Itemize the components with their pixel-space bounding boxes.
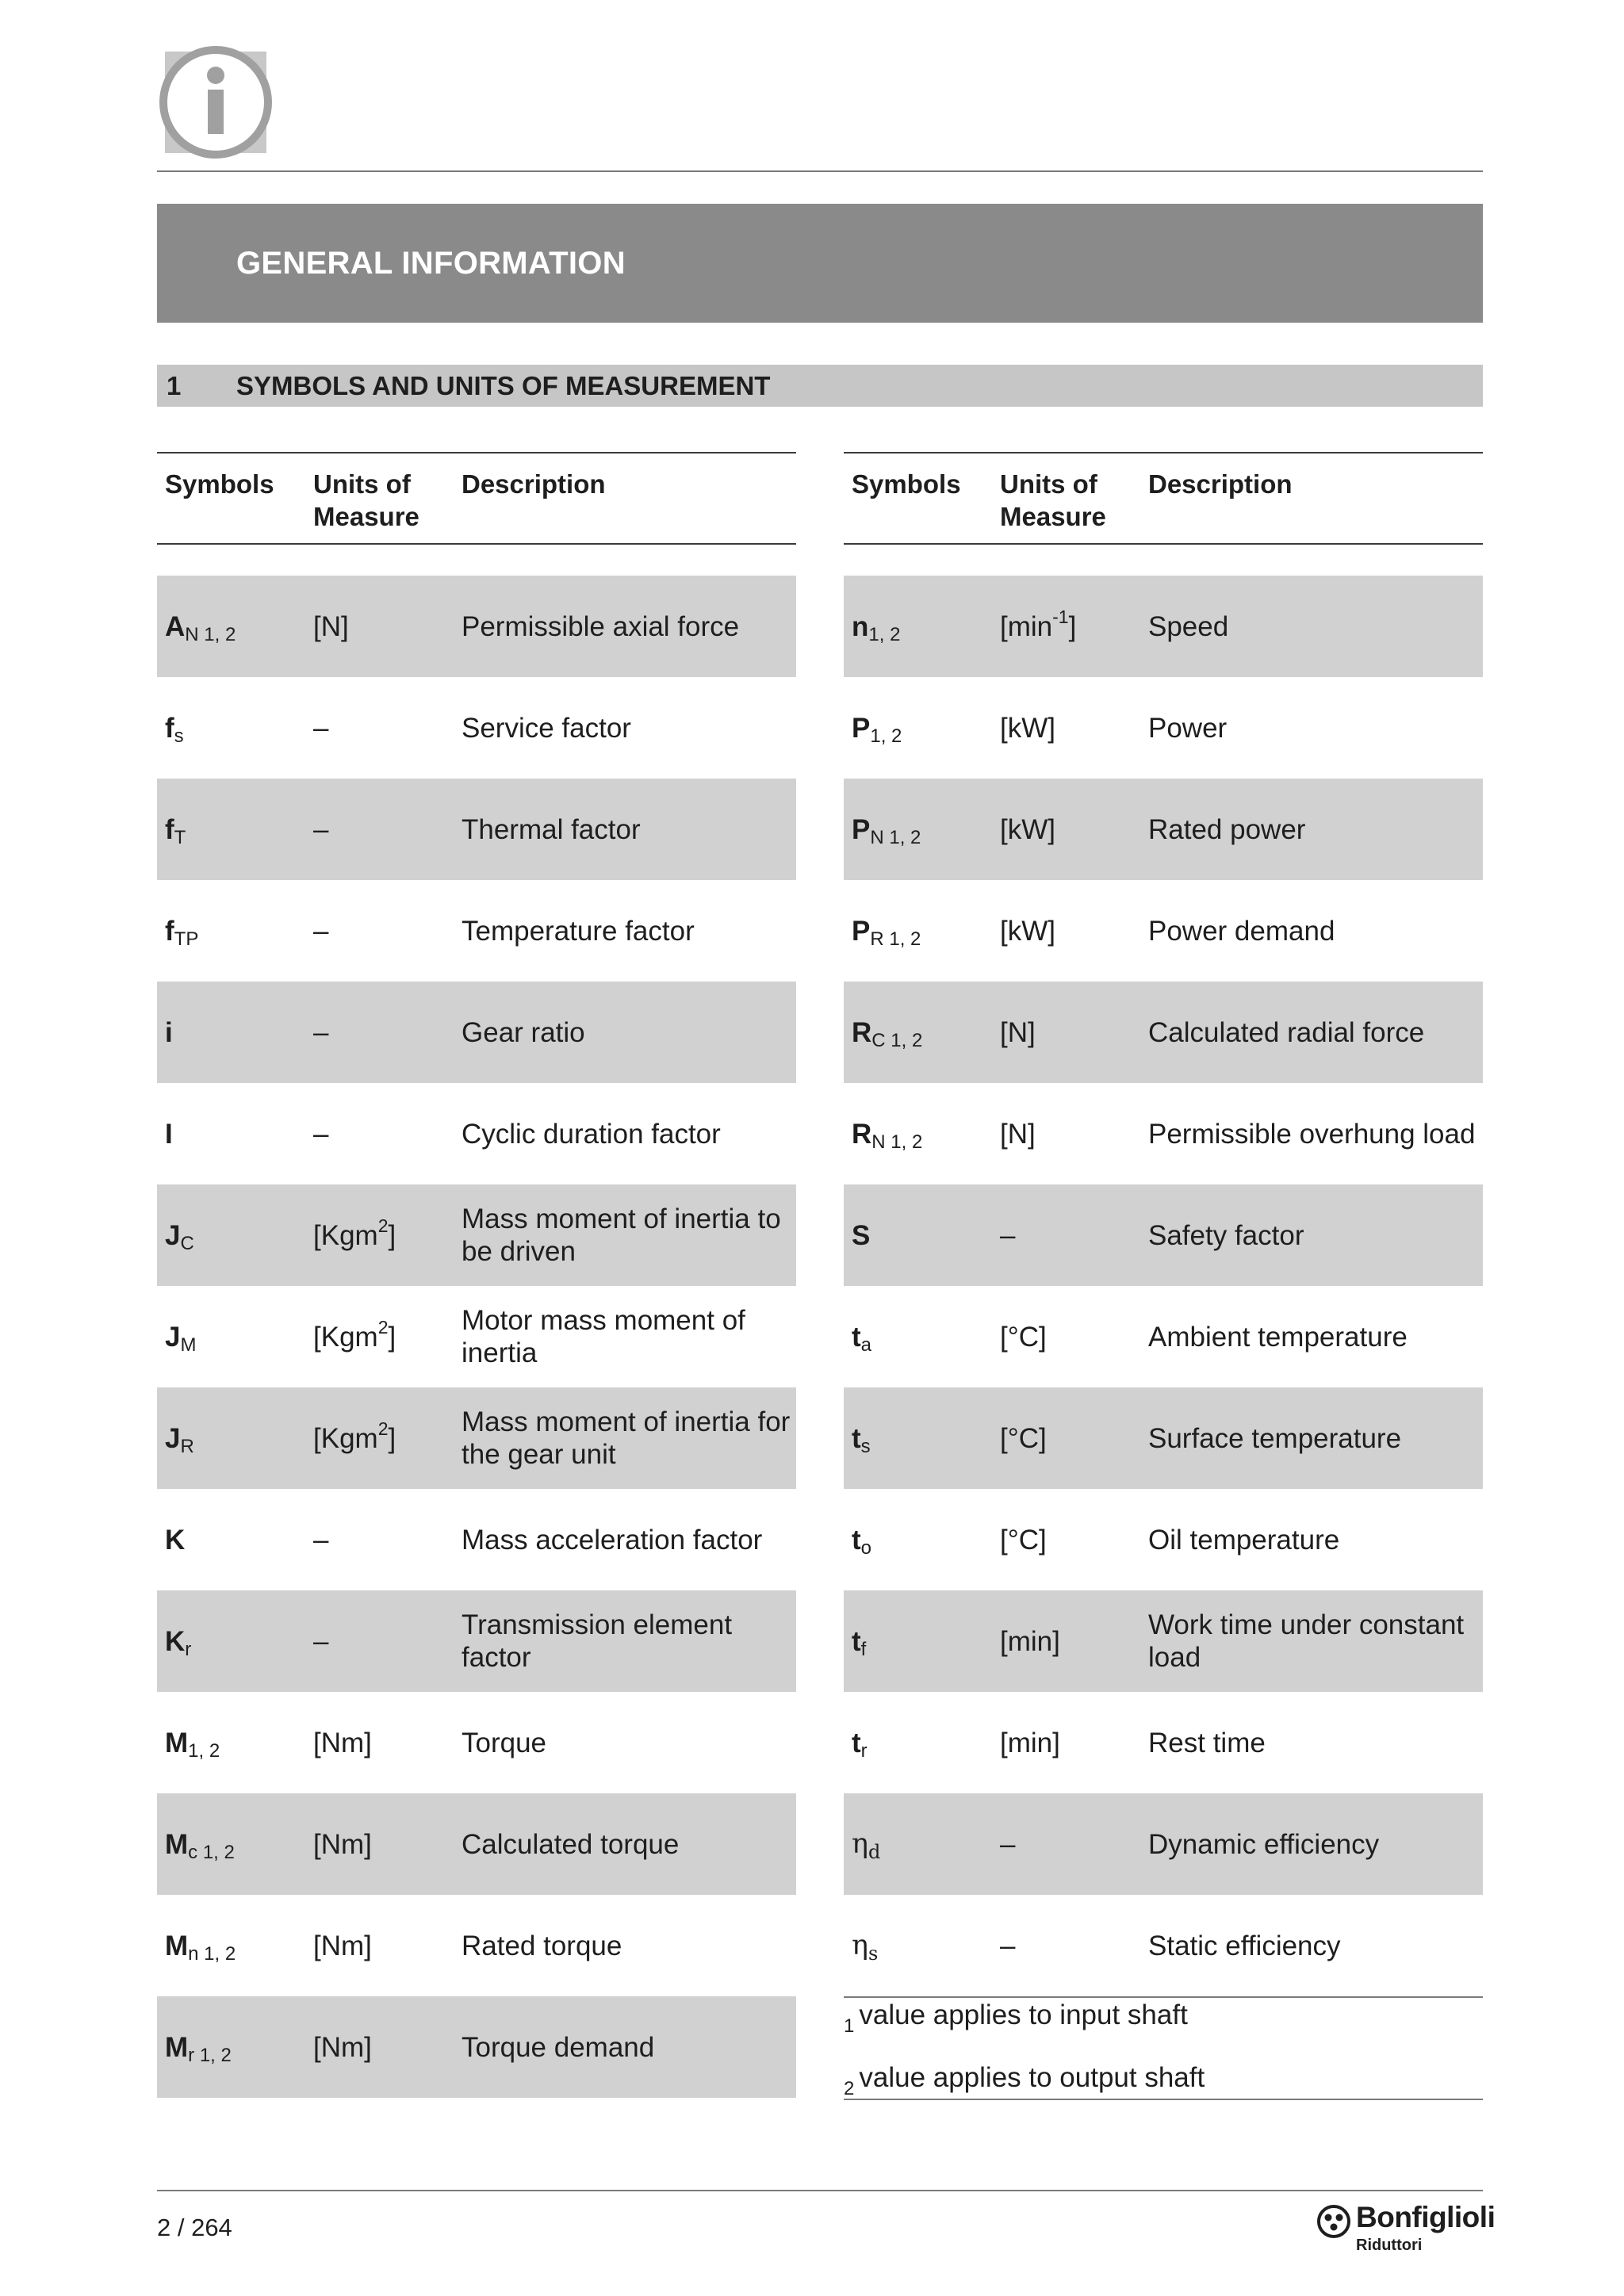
- unit-cell: [313, 1286, 448, 1387]
- banner: [157, 204, 1483, 323]
- symbol-cell: [852, 1793, 880, 1895]
- description: Torque: [462, 1727, 547, 1758]
- symbol-subscript: r 1, 2: [188, 2044, 232, 2066]
- unit: [Nm]: [313, 2031, 372, 2063]
- description-cell: [1148, 1793, 1481, 1895]
- table-row: [157, 1996, 796, 2098]
- unit-cell: [313, 880, 448, 982]
- description: Motor mass moment of inertia: [462, 1305, 745, 1368]
- symbol: f: [165, 813, 174, 845]
- description-cell: [1148, 1387, 1481, 1489]
- description-cell: [462, 880, 795, 982]
- symbol-cell: [165, 1184, 194, 1286]
- symbol-subscript: r: [860, 1739, 868, 1762]
- bottom-divider: [157, 2190, 1483, 2191]
- table-row: [157, 1083, 796, 1184]
- bonfiglioli-logo-icon: [1316, 2204, 1351, 2239]
- description-cell: [1148, 779, 1481, 880]
- symbol-cell: [165, 1387, 194, 1489]
- unit-cell: [1000, 1895, 1135, 1996]
- table-row: [157, 1590, 796, 1692]
- symbol-cell: [165, 1996, 232, 2098]
- symbol-cell: [852, 1590, 866, 1692]
- symbol: M: [165, 1930, 189, 1961]
- description-cell: [462, 1895, 795, 1996]
- description-cell: [462, 1793, 795, 1895]
- banner-title: GENERAL INFORMATION: [236, 245, 626, 281]
- unit-cell: [313, 1793, 448, 1895]
- unit-cell: [1000, 1793, 1135, 1895]
- unit-cell: [1000, 677, 1135, 779]
- description: Static efficiency: [1148, 1930, 1341, 1961]
- symbol-subscript: a: [860, 1334, 872, 1356]
- table-row: [844, 1184, 1483, 1286]
- description: Power demand: [1148, 915, 1335, 947]
- description-cell: [1148, 982, 1481, 1083]
- symbol-subscript: 1, 2: [188, 1739, 220, 1762]
- table-row: [157, 1489, 796, 1590]
- unit: [Nm]: [313, 1930, 372, 1961]
- description: Safety factor: [1148, 1219, 1304, 1251]
- symbol-cell: [852, 1184, 870, 1286]
- symbol-subscript: c 1, 2: [188, 1841, 235, 1863]
- table-row: [844, 1895, 1483, 1996]
- unit-cell: [1000, 576, 1135, 677]
- unit-cell: [313, 677, 448, 779]
- symbol: P: [852, 915, 871, 947]
- footnote-text: value applies to input shaft: [859, 1999, 1188, 2030]
- unit: –: [313, 915, 329, 947]
- description-cell: [1148, 1692, 1481, 1793]
- symbol-subscript: N 1, 2: [870, 826, 921, 848]
- description: Rest time: [1148, 1727, 1266, 1758]
- description: Mass moment of inertia for the gear unit: [462, 1406, 791, 1470]
- table-row: [157, 1895, 796, 1996]
- unit-superscript: 2: [377, 1215, 389, 1236]
- symbol-cell: [852, 779, 921, 880]
- description-cell: [1148, 1083, 1481, 1184]
- header-description: Description: [462, 469, 606, 499]
- symbol: R: [852, 1118, 872, 1150]
- unit: –: [1000, 1930, 1016, 1961]
- description: Dynamic efficiency: [1148, 1828, 1380, 1860]
- symbol: J: [165, 1422, 181, 1454]
- symbol-cell: [852, 1895, 878, 1996]
- symbol-cell: [852, 1692, 868, 1793]
- info-icon: [157, 44, 274, 161]
- table-row: [844, 880, 1483, 982]
- table-row: [157, 1692, 796, 1793]
- symbol-subscript: N 1, 2: [871, 1131, 923, 1153]
- symbol: t: [852, 1422, 861, 1454]
- description-cell: [1148, 677, 1481, 779]
- description: Calculated torque: [462, 1828, 680, 1860]
- symbol: n: [852, 610, 869, 642]
- description: Gear ratio: [462, 1016, 585, 1048]
- unit: [kW]: [1000, 712, 1055, 744]
- unit: [Kgm: [313, 1321, 378, 1353]
- description: Rated torque: [462, 1930, 622, 1961]
- table-row: [157, 880, 796, 982]
- symbol: K: [165, 1524, 186, 1556]
- unit-close: ]: [388, 1219, 396, 1251]
- footnote-text: value applies to output shaft: [859, 2062, 1205, 2093]
- unit: [°C]: [1000, 1422, 1047, 1454]
- table-header: [844, 452, 1483, 545]
- description-cell: [462, 677, 795, 779]
- description-cell: [462, 1083, 795, 1184]
- symbol-subscript: R: [180, 1435, 194, 1457]
- header-symbols: Symbols: [852, 469, 961, 499]
- description: Surface temperature: [1148, 1422, 1402, 1454]
- description-cell: [1148, 1286, 1481, 1387]
- unit: [N]: [1000, 1118, 1036, 1150]
- unit: [Kgm: [313, 1422, 378, 1454]
- table-row: [844, 1793, 1483, 1895]
- unit-cell: [313, 1692, 448, 1793]
- unit: [min]: [1000, 1625, 1060, 1657]
- symbol-subscript: s: [860, 1435, 871, 1457]
- description: Permissible overhung load: [1148, 1118, 1476, 1150]
- unit-cell: [313, 1083, 448, 1184]
- symbol-subscript: d: [868, 1840, 881, 1863]
- description: Calculated radial force: [1148, 1016, 1425, 1048]
- description: Service factor: [462, 712, 631, 744]
- symbol-cell: [165, 576, 236, 677]
- symbol: S: [852, 1219, 871, 1251]
- unit-cell: [1000, 1083, 1135, 1184]
- symbol: η: [852, 1827, 868, 1860]
- unit: [Nm]: [313, 1727, 372, 1758]
- description-cell: [462, 1692, 795, 1793]
- description-cell: [462, 1590, 795, 1692]
- symbol: K: [165, 1625, 186, 1657]
- description: Cyclic duration factor: [462, 1118, 721, 1150]
- description-cell: [462, 1184, 795, 1286]
- description: Mass moment of inertia to be driven: [462, 1203, 781, 1267]
- description-cell: [1148, 880, 1481, 982]
- unit-cell: [1000, 1489, 1135, 1590]
- symbol: t: [852, 1524, 861, 1556]
- unit-cell: [313, 1996, 448, 2098]
- unit-cell: [313, 1387, 448, 1489]
- symbol-subscript: C 1, 2: [871, 1029, 923, 1051]
- top-divider: [157, 170, 1483, 172]
- table-row: [844, 1489, 1483, 1590]
- unit-cell: [1000, 1692, 1135, 1793]
- unit: –: [313, 813, 329, 845]
- description: Work time under constant load: [1148, 1609, 1465, 1673]
- unit-cell: [313, 982, 448, 1083]
- description-cell: [462, 1489, 795, 1590]
- description: Torque demand: [462, 2031, 655, 2063]
- description-cell: [462, 576, 795, 677]
- unit: [°C]: [1000, 1321, 1047, 1353]
- symbol-cell: [165, 677, 184, 779]
- symbol: J: [165, 1219, 181, 1251]
- symbol-subscript: n 1, 2: [188, 1942, 236, 1965]
- footnote: [844, 1999, 1188, 2037]
- unit-cell: [313, 1895, 448, 1996]
- unit-close: ]: [388, 1422, 396, 1454]
- header-units: Units of Measure: [1000, 469, 1106, 531]
- table-row: [844, 576, 1483, 677]
- symbol-cell: [852, 880, 921, 982]
- symbol-subscript: 1, 2: [870, 725, 902, 747]
- symbol-cell: [852, 1286, 871, 1387]
- description: Speed: [1148, 610, 1229, 642]
- symbol-subscript: r: [185, 1638, 192, 1660]
- unit: –: [313, 1625, 329, 1657]
- footnote: [844, 2062, 1205, 2099]
- symbol-subscript: M: [180, 1334, 197, 1356]
- unit-cell: [313, 576, 448, 677]
- description-cell: [462, 1996, 795, 2098]
- symbol-cell: [165, 1793, 235, 1895]
- symbol: M: [165, 2031, 189, 2063]
- unit-cell: [313, 1489, 448, 1590]
- description: Permissible axial force: [462, 610, 740, 642]
- table-row: [157, 779, 796, 880]
- symbol-subscript: C: [180, 1232, 194, 1254]
- symbol-cell: [165, 1489, 185, 1590]
- header-units: Units of Measure: [313, 469, 419, 531]
- symbol: I: [165, 1118, 173, 1150]
- unit: [Nm]: [313, 1828, 372, 1860]
- symbol: R: [852, 1016, 872, 1048]
- symbol-cell: [852, 1387, 871, 1489]
- symbol-subscript: N 1, 2: [185, 623, 236, 645]
- unit-close: ]: [1068, 610, 1077, 642]
- symbol-cell: [165, 1895, 236, 1996]
- table-row: [844, 779, 1483, 880]
- symbol-cell: [165, 1692, 220, 1793]
- table-row: [157, 677, 796, 779]
- symbol-subscript: 1, 2: [868, 623, 901, 645]
- symbol-cell: [165, 1286, 196, 1387]
- unit-cell: [1000, 1387, 1135, 1489]
- unit: [min]: [1000, 1727, 1060, 1758]
- table-row: [157, 1184, 796, 1286]
- description-cell: [1148, 1590, 1481, 1692]
- description: Transmission element factor: [462, 1609, 733, 1673]
- description-cell: [462, 1286, 795, 1387]
- description: Thermal factor: [462, 813, 641, 845]
- unit: [N]: [1000, 1016, 1036, 1048]
- unit-cell: [1000, 1590, 1135, 1692]
- table-row: [844, 1387, 1483, 1489]
- table-row: [157, 1286, 796, 1387]
- bonfiglioli-logo: [1315, 2201, 1496, 2258]
- symbols-table-right: [844, 452, 1483, 2100]
- table-row: [844, 677, 1483, 779]
- table-row: [157, 982, 796, 1083]
- table-row: [844, 1083, 1483, 1184]
- symbol-subscript: T: [174, 826, 186, 848]
- unit-cell: [1000, 982, 1135, 1083]
- description-cell: [1148, 1489, 1481, 1590]
- description-cell: [462, 779, 795, 880]
- symbol-subscript: s: [868, 1942, 879, 1965]
- symbol-cell: [852, 1489, 871, 1590]
- symbol-cell: [165, 1083, 173, 1184]
- description: Oil temperature: [1148, 1524, 1340, 1556]
- unit: –: [313, 1016, 329, 1048]
- logo-name: Bonfiglioli: [1356, 2201, 1496, 2233]
- symbol: M: [165, 1727, 189, 1758]
- symbol: J: [165, 1321, 181, 1353]
- symbol: η: [852, 1929, 868, 1961]
- description-cell: [462, 982, 795, 1083]
- logo-subtitle: Riduttori: [1356, 2237, 1423, 2254]
- table-row: [157, 576, 796, 677]
- unit-cell: [1000, 779, 1135, 880]
- symbol-cell: [852, 677, 902, 779]
- table-header: [157, 452, 796, 545]
- description: Power: [1148, 712, 1228, 744]
- footnote-number: 2: [844, 2078, 855, 2099]
- description-cell: [462, 1387, 795, 1489]
- unit-cell: [1000, 1286, 1135, 1387]
- unit: [min: [1000, 610, 1053, 642]
- description: Temperature factor: [462, 915, 695, 947]
- unit: [°C]: [1000, 1524, 1047, 1556]
- section-heading: [157, 365, 1483, 407]
- table-row: [157, 1387, 796, 1489]
- description: Ambient temperature: [1148, 1321, 1408, 1353]
- table-row: [844, 1286, 1483, 1387]
- symbol-cell: [165, 880, 198, 982]
- symbol-cell: [165, 779, 186, 880]
- symbol: f: [165, 915, 174, 947]
- page-number: 2 / 264: [157, 2214, 232, 2241]
- symbol: t: [852, 1321, 861, 1353]
- unit: –: [313, 712, 329, 744]
- unit: –: [1000, 1219, 1016, 1251]
- section-number: 1: [167, 370, 182, 400]
- unit-cell: [313, 779, 448, 880]
- footnotes: [844, 1996, 1483, 2100]
- symbol-cell: [852, 982, 922, 1083]
- description-cell: [1148, 576, 1481, 677]
- symbol: t: [852, 1625, 861, 1657]
- table-row: [844, 1692, 1483, 1793]
- unit-superscript: 2: [377, 1316, 389, 1337]
- symbol-subscript: o: [860, 1536, 872, 1559]
- header-description: Description: [1148, 469, 1293, 499]
- unit-superscript: -1: [1052, 606, 1069, 627]
- table-row: [844, 982, 1483, 1083]
- symbol-cell: [852, 1083, 922, 1184]
- header-symbols: Symbols: [165, 469, 274, 499]
- symbol: P: [852, 813, 871, 845]
- unit-cell: [313, 1590, 448, 1692]
- symbol: f: [165, 712, 174, 744]
- symbol: P: [852, 712, 871, 744]
- description-cell: [1148, 1895, 1481, 1996]
- symbol-subscript: s: [174, 725, 184, 747]
- symbol: t: [852, 1727, 861, 1758]
- unit-superscript: 2: [377, 1418, 389, 1439]
- symbol: M: [165, 1828, 189, 1860]
- unit: [kW]: [1000, 915, 1055, 947]
- unit: –: [313, 1118, 329, 1150]
- symbol-cell: [165, 1590, 191, 1692]
- unit: –: [313, 1524, 329, 1556]
- table-row: [157, 1793, 796, 1895]
- unit: –: [1000, 1828, 1016, 1860]
- section-title: SYMBOLS AND UNITS OF MEASUREMENT: [236, 370, 771, 400]
- unit-close: ]: [388, 1321, 396, 1353]
- unit: [kW]: [1000, 813, 1055, 845]
- footnote-number: 1: [844, 2015, 855, 2037]
- symbol-cell: [165, 982, 173, 1083]
- symbol-subscript: R 1, 2: [870, 928, 921, 950]
- symbol: i: [165, 1016, 173, 1048]
- unit: [N]: [313, 610, 349, 642]
- unit: [Kgm: [313, 1219, 378, 1251]
- unit-cell: [1000, 1184, 1135, 1286]
- table-row: [844, 1590, 1483, 1692]
- description-cell: [1148, 1184, 1481, 1286]
- description: Mass acceleration factor: [462, 1524, 763, 1556]
- symbol-cell: [852, 576, 900, 677]
- symbol: A: [165, 610, 186, 642]
- symbol-subscript: TP: [174, 928, 199, 950]
- symbols-table-left: [157, 452, 796, 2098]
- unit-cell: [313, 1184, 448, 1286]
- description: Rated power: [1148, 813, 1306, 845]
- unit-cell: [1000, 880, 1135, 982]
- symbol-subscript: f: [860, 1638, 867, 1660]
